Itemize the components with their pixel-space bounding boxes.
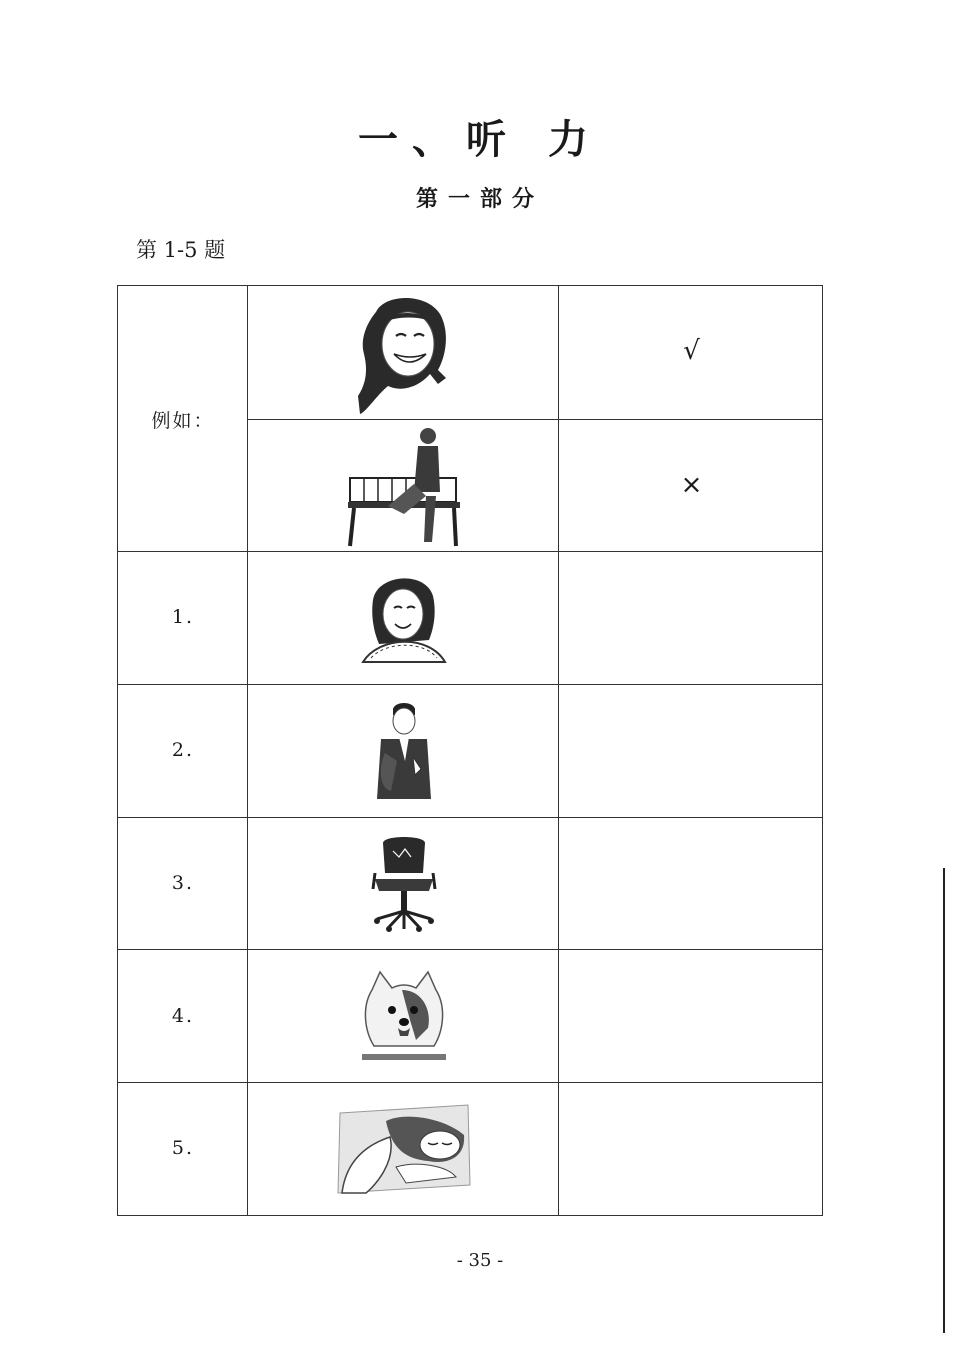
man-in-suit-icon [248,684,559,817]
section-subtitle: 第一部分 [415,186,544,212]
question-1-label: 1. [171,606,195,628]
page-number: - 35 - [456,1250,504,1271]
scan-edge-line [943,868,945,1333]
question-4-label: 4. [171,1005,195,1027]
correct-mark: √ [683,336,700,366]
woman-eating-watermelon-icon [248,551,559,684]
example-label: 例如： [151,410,215,432]
smiling-woman-icon [248,286,559,419]
sleeping-person-icon [248,1082,559,1215]
answer-table [117,285,823,1216]
office-chair-icon [248,817,559,949]
incorrect-mark: × [680,470,703,500]
page-title: 一、听 力 [358,116,602,163]
question-3-label: 3. [171,872,195,894]
question-range: 第 1-5 题 [136,238,226,262]
dog-icon [248,949,559,1082]
man-sitting-on-bench-icon [248,419,559,551]
question-5-label: 5. [171,1137,195,1159]
question-2-label: 2. [171,739,195,761]
